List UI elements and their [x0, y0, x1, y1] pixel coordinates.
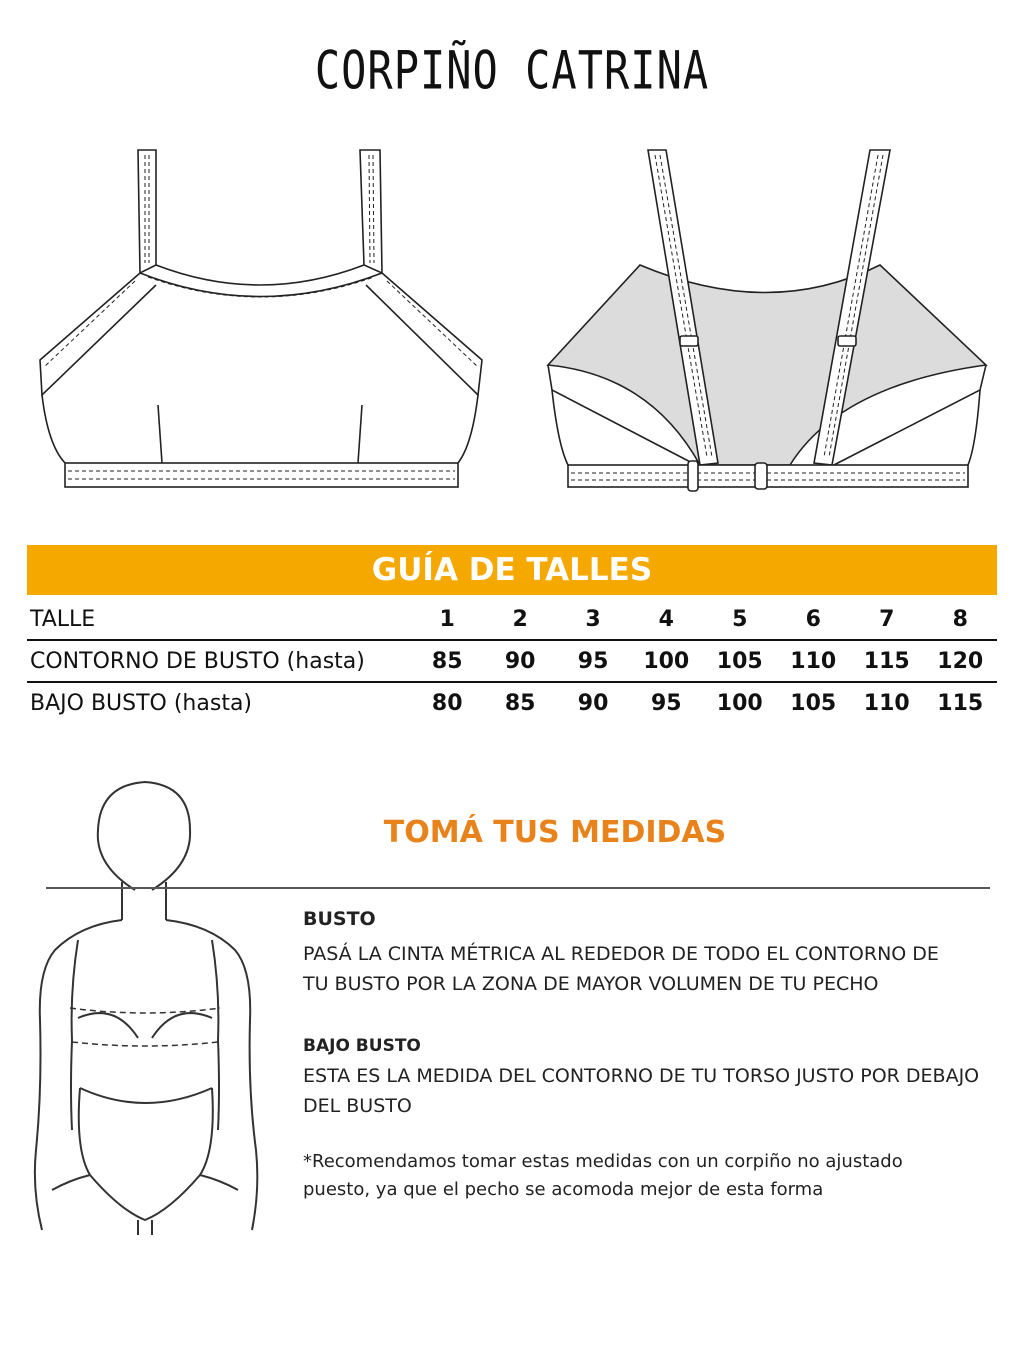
value-cell: 80	[411, 682, 484, 723]
size-cell: 3	[585, 606, 601, 632]
table-row	[27, 640, 997, 682]
size-guide-heading: GUÍA DE TALLES	[27, 545, 997, 595]
busto-text-line: TU BUSTO POR LA ZONA DE MAYOR VOLUMEN DE TU PECHO	[303, 973, 879, 995]
note-line: *Recomendamos tomar estas medidas con un corpiño no ajustado	[303, 1151, 903, 1172]
busto-title: BUSTO	[303, 908, 376, 930]
value-cell: 110	[777, 640, 850, 682]
busto-text	[303, 939, 993, 999]
value-cell: 105	[703, 640, 776, 682]
value-cell: 110	[850, 682, 923, 723]
size-cell: 6	[805, 606, 821, 632]
busto-section	[303, 908, 993, 930]
value-cell: 115	[923, 682, 997, 723]
size-cell: 4	[658, 606, 674, 632]
size-table	[27, 599, 997, 723]
busto-text-line: PASÁ LA CINTA MÉTRICA AL REDEDOR DE TODO EL CONTORNO DE	[303, 943, 939, 965]
page-title: CORPIÑO CATRINA	[314, 39, 710, 102]
size-cell: 7	[879, 606, 895, 632]
bajo-busto-text-line: DEL BUSTO	[303, 1095, 412, 1117]
size-header-label: TALLE	[30, 606, 96, 632]
bajo-busto-title: BAJO BUSTO	[303, 1036, 421, 1056]
bra-back-drawing	[540, 145, 1000, 495]
table-row	[27, 599, 997, 640]
value-cell: 100	[703, 682, 776, 723]
recommendation-note	[303, 1148, 993, 1204]
value-cell: 105	[777, 682, 850, 723]
bra-front-drawing	[30, 145, 490, 495]
note-line: puesto, ya que el pecho se acomoda mejor de esta forma	[303, 1179, 824, 1200]
body-figure-drawing	[20, 770, 290, 1240]
bajo-busto-section	[303, 1036, 993, 1056]
value-cell: 90	[484, 640, 557, 682]
value-cell: 90	[557, 682, 630, 723]
size-cell: 1	[439, 606, 455, 632]
value-cell: 95	[557, 640, 630, 682]
measure-heading: TOMÁ TUS MEDIDAS	[383, 815, 727, 850]
value-cell: 115	[850, 640, 923, 682]
row-label: CONTORNO DE BUSTO (hasta)	[27, 640, 411, 682]
value-cell: 95	[630, 682, 703, 723]
bajo-busto-text	[303, 1061, 993, 1121]
bajo-busto-text-line: ESTA ES LA MEDIDA DEL CONTORNO DE TU TORSO JUSTO POR DEBAJO	[303, 1065, 980, 1087]
size-cell: 2	[512, 606, 528, 632]
size-cell: 5	[732, 606, 748, 632]
table-row	[27, 682, 997, 723]
value-cell: 85	[484, 682, 557, 723]
row-label: BAJO BUSTO (hasta)	[27, 682, 411, 723]
value-cell: 100	[630, 640, 703, 682]
divider	[46, 887, 990, 889]
value-cell: 120	[923, 640, 997, 682]
size-cell: 8	[952, 606, 968, 632]
value-cell: 85	[411, 640, 484, 682]
